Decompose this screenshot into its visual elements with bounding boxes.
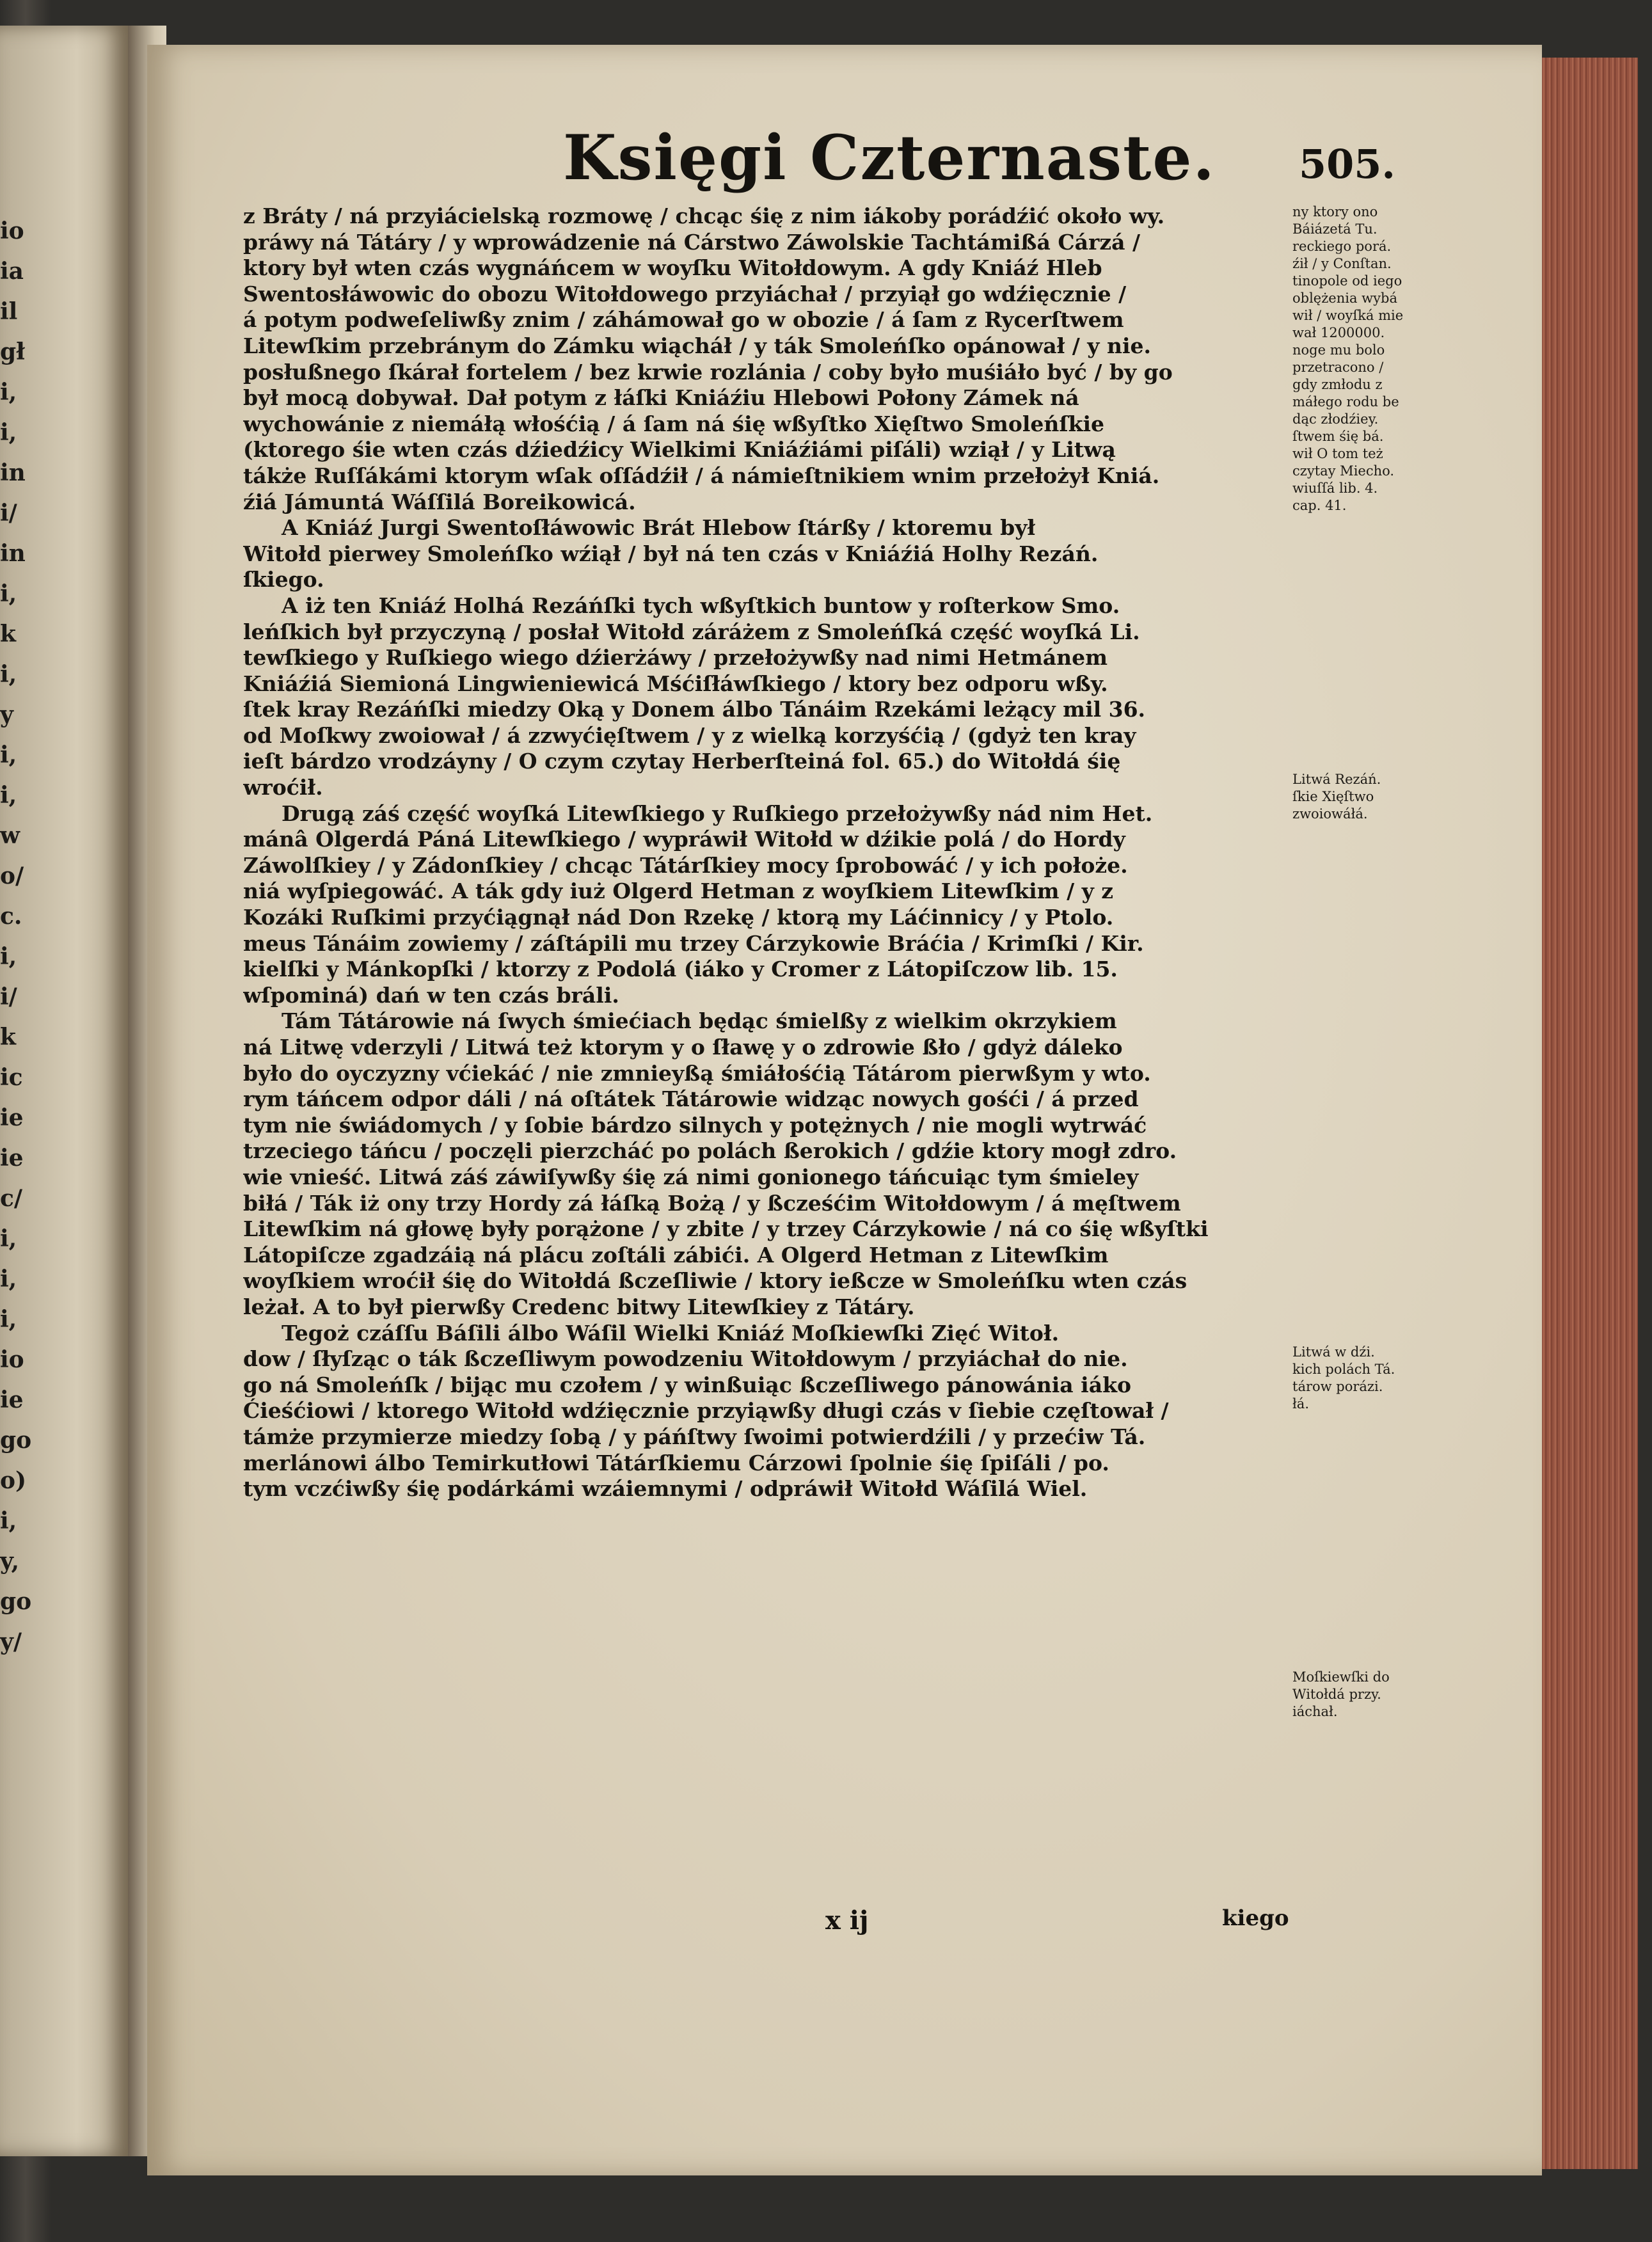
text-line: Witołd pierwey Smoleńſko wźiął / był ná ten czás v Kniáźiá Holhy Rezáń. xyxy=(243,541,1099,566)
text-line: leżał. A to był pierwßy Credenc bitwy Litewſkiey z Tátáry. xyxy=(243,1294,915,1319)
text-line: Tegoż czáſſu Báſili álbo Wáſil Wielki Kniáź Moſkiewſki Zięć Witoł. xyxy=(282,1320,1060,1346)
text-line: A iż ten Kniáź Holhá Rezáńſki tych wßyſtkich buntow y roſterkow Smo. xyxy=(282,592,1120,618)
left-page-fragments xyxy=(0,218,38,1669)
left-page-fragment: i, xyxy=(0,661,17,688)
margin-note-line: wił / woyſká mie xyxy=(1292,308,1404,323)
text-line: A Kniáź Jurgi Swentoſłáwowic Brát Hlebow ſtárßy / ktoremu był xyxy=(282,515,1036,541)
text-line: wroćił. xyxy=(243,775,323,800)
text-line: woyſkiem wroćił śię do Witołdá ßczeſliwie / ktory ießcze w Smoleńſku wten czás xyxy=(243,1268,1187,1294)
margin-note-line: ſkie Xięſtwo xyxy=(1292,789,1374,804)
margin-note-2 xyxy=(1292,771,1433,823)
left-page-fragment: i, xyxy=(0,1507,17,1534)
left-page-fragment: in xyxy=(0,459,26,486)
left-page-fragment: go xyxy=(0,1427,32,1454)
left-page-fragment: i, xyxy=(0,419,17,446)
left-page-fragment: ie xyxy=(0,1104,24,1131)
text-line: tym vczćiwßy śię podárkámi wzáiemnymi / odpráwił Witołd Wáſilá Wiel. xyxy=(243,1476,1088,1502)
text-line: z Bráty / ná przyiácielską rozmowę / chcąc śię z nim iákoby porádźić około wy. xyxy=(243,203,1165,228)
text-line: mánâ Olgerdá Páná Litewſkiego / wypráwił Witołd w dźikie polá / do Hordy xyxy=(243,827,1125,852)
text-line: ktory był wten czás wygnáńcem w woyſku Witołdowym. A gdy Kniáź Hleb xyxy=(243,255,1102,281)
margin-note-1 xyxy=(1292,203,1433,514)
left-page-edge xyxy=(0,26,128,2156)
left-page-fragment: gł xyxy=(0,338,26,365)
margin-note-line: Litwá w dźi. xyxy=(1292,1344,1375,1360)
margin-note-4 xyxy=(1292,1669,1433,1721)
page-number: 505. xyxy=(1299,141,1396,187)
text-line: rym táńcem odpor dáli / ná oſtátek Tátárowie widząc nowych gośći / á przed xyxy=(243,1086,1139,1112)
margin-note-line: máłego rodu be xyxy=(1292,394,1399,409)
text-line: Litewſkim przebránym do Zámku wiącháł / y ták Smoleńſko opánował / y nie. xyxy=(243,333,1151,358)
margin-note-line: cap. 41. xyxy=(1292,498,1347,513)
text-line: Drugą záś część woyſká Litewſkiego y Ruſkiego przełożywßy nád nim Het. xyxy=(282,800,1153,826)
text-line: wychowánie z niemáłą włośćią / á ſam ná śię wßyſtko Xięſtwo Smoleńſkie xyxy=(243,411,1104,436)
margin-note-line: przetracono / xyxy=(1292,360,1384,375)
margin-note-line: zwoiowáłá. xyxy=(1292,806,1368,822)
text-line: tym nie świádomych / y ſobie bárdzo silnych y potężnych / nie mogli wytrwáć xyxy=(243,1112,1147,1138)
text-line: trzeciego táńcu / poczęli pierzcháć po polách ßerokich / gdźie ktory mogł zdro. xyxy=(243,1138,1177,1164)
text-line: meus Tánáim zowiemy / záſtápili mu trzey Cárzykowie Bráćia / Krimſki / Kir. xyxy=(243,930,1144,956)
margin-note-line: źił / y Conſtan. xyxy=(1292,256,1392,271)
margin-note-line: tinopole od iego xyxy=(1292,273,1402,289)
text-line: go ná Smoleńſk / bijąc mu czołem / y winßuiąc ßczeſliwego pánowánia iáko xyxy=(243,1372,1131,1397)
left-page-fragment: i, xyxy=(0,379,17,406)
text-line: Záwolſkiey / y Zádonſkiey / chcąc Tátárſkiey mocy ſprobowáć / y ich położe. xyxy=(243,852,1128,878)
text-line: źiá Jámuntá Wáſſilá Boreikowicá. xyxy=(243,489,636,514)
left-page-fragment: k xyxy=(0,621,16,648)
margin-note-line: czytay Miecho. xyxy=(1292,463,1395,479)
margin-note-line: kich polách Tá. xyxy=(1292,1362,1395,1377)
text-line: práwy ná Tátáry / y wprowádzenie ná Cárstwo Záwolskie Tachtámißá Cárzá / xyxy=(243,229,1141,255)
margin-note-line: ny ktory ono xyxy=(1292,204,1378,219)
text-line: Tám Tátárowie ná ſwych śmiećiach będąc śmielßy z wielkim okrzykiem xyxy=(282,1008,1117,1034)
text-line: Kniáźiá Siemioná Lingwieniewicá Mśćiſłáwſkiego / ktory bez odporu wßy. xyxy=(243,671,1108,696)
margin-note-line: oblężenia wybá xyxy=(1292,290,1397,306)
text-line: á potym podweſeliwßy znim / záhámował go w obozie / á ſam z Rycerſtwem xyxy=(243,307,1124,333)
left-page-fragment: y/ xyxy=(0,1628,22,1655)
left-page-fragment: ic xyxy=(0,1064,23,1091)
text-line: posłußnego ſkárał fortelem / bez krwie rozlánia / coby było muśiáło być / by go xyxy=(243,359,1173,385)
left-page-fragment: c. xyxy=(0,903,22,930)
margin-note-line: Moſkiewſki do xyxy=(1292,1669,1390,1685)
text-line: támże przymierze miedzy ſobą / y páńſtwy ſwoimi potwierdźili / y przećiw Tá. xyxy=(243,1424,1146,1449)
left-page-fragment: o) xyxy=(0,1467,27,1494)
left-page-fragment: in xyxy=(0,540,26,567)
text-line: ná Litwę vderzyli / Litwá też ktorym y o ſławę y o zdrowie ßło / gdyż dáleko xyxy=(243,1035,1123,1060)
text-line: niá wyſpiegowáć. A ták gdy iuż Olgerd Hetman z woyſkiem Litewſkim / y z xyxy=(243,879,1114,904)
left-page-fragment: ia xyxy=(0,258,24,285)
margin-note-line: iáchał. xyxy=(1292,1704,1338,1719)
text-line: Kozáki Ruſkimi przyćiągnął nád Don Rzekę / ktorą my Láćinnicy / y Ptolo. xyxy=(243,905,1114,930)
main-text-block xyxy=(243,203,1292,1502)
margin-note-line: Witołdá przy. xyxy=(1292,1687,1381,1702)
text-line: tewſkiego y Ruſkiego wiego dźierżáwy / przełożywßy nad nimi Hetmánem xyxy=(243,645,1108,671)
margin-note-line: łá. xyxy=(1292,1396,1310,1411)
left-page-fragment: i, xyxy=(0,742,17,768)
left-page-fragment: io xyxy=(0,218,24,244)
margin-note-3 xyxy=(1292,1344,1433,1413)
left-page-fragment: i, xyxy=(0,1225,17,1252)
left-page-fragment: i/ xyxy=(0,983,17,1010)
text-line: ieſt bárdzo vrodzáyny / O czym czytay Herberſteiná fol. 65.) do Witołdá śię xyxy=(243,749,1121,774)
left-page-fragment: i, xyxy=(0,943,17,970)
left-page-fragment: il xyxy=(0,298,18,325)
left-page-fragment: o/ xyxy=(0,863,24,889)
margin-note-line: wił O tom też xyxy=(1292,446,1383,461)
text-line: tákże Ruſſákámi ktorym wſak oſſádźił / á námieſtnikiem wnim przełożył Kniá. xyxy=(243,463,1160,488)
left-page-fragment: i, xyxy=(0,1306,17,1333)
margin-note-line: wał 1200000. xyxy=(1292,325,1385,340)
text-line: kielſki y Mánkopſki / ktorzy z Podolá (iáko y Cromer z Látopiſczow lib. 15. xyxy=(243,957,1118,982)
page-edges xyxy=(1542,58,1638,2169)
text-line: leńſkich był przyczyną / posłał Witołd záráżem z Smoleńſká część woyſká Li. xyxy=(243,619,1140,644)
left-page-fragment: y xyxy=(0,701,13,728)
margin-note-line: wiuſſá lib. 4. xyxy=(1292,481,1378,496)
text-line: dow / ſłyſząc o ták ßczeſliwym powodzeniu Witołdowym / przyiáchał do nie. xyxy=(243,1346,1128,1372)
text-line: ſkiego. xyxy=(243,567,324,592)
left-page-fragment: i, xyxy=(0,1266,17,1292)
margin-note-line: noge mu bolo xyxy=(1292,342,1385,358)
margin-note-line: ſtwem śię bá. xyxy=(1292,429,1384,444)
running-header: Księgi Czternaste. xyxy=(563,122,1216,194)
text-line: był mocą dobywał. Dał potym z łáſki Kniáźiu Hlebowi Połony Zámek ná xyxy=(243,385,1079,411)
text-line: było do oyczyzny vćiekáć / nie zmnieyßą śmiáłośćią Tátárom pierwßym y wto. xyxy=(243,1060,1151,1086)
left-page-fragment: i, xyxy=(0,782,17,809)
margin-note-line: gdy zmłodu z xyxy=(1292,377,1383,392)
text-line: od Moſkwy zwoiował / á zzwyćięſtwem / y z wielką korzyśćią / (gdyż ten kray xyxy=(243,722,1136,748)
text-line: Swentosłáwowic do obozu Witołdowego przyiáchał / przyiął go wdźięcznie / xyxy=(243,281,1127,306)
left-page-fragment: c/ xyxy=(0,1185,23,1212)
left-page-fragment: io xyxy=(0,1346,24,1373)
text-line: biłá / Ták iż ony trzy Hordy zá łáſką Bożą / y ßcześćim Witołdowym / á męſtwem xyxy=(243,1190,1181,1216)
text-line: Ćieśćiowi / ktorego Witołd wdźięcznie przyiąwßy długi czás v ſiebie częſtował / xyxy=(243,1398,1169,1424)
left-page-fragment: w xyxy=(0,822,20,849)
left-page-fragment: k xyxy=(0,1024,16,1051)
catchword: kiego xyxy=(1222,1905,1289,1931)
left-page-fragment: ie xyxy=(0,1387,24,1413)
margin-note-line: reckiego porá. xyxy=(1292,239,1392,254)
left-page-fragment: y, xyxy=(0,1548,20,1575)
text-line: merlánowi álbo Temirkutłowi Tátárſkiemu Cárzowi ſpolnie śię ſpiſáli / po. xyxy=(243,1450,1109,1475)
text-line: Látopiſcze zgadzáią ná plácu zoſtáli zábići. A Olgerd Hetman z Litewſkim xyxy=(243,1242,1109,1268)
signature-mark: x ij xyxy=(825,1905,869,1936)
margin-note-line: Litwá Rezáń. xyxy=(1292,772,1381,787)
left-page-fragment: go xyxy=(0,1588,32,1615)
margin-note-line: Báiázetá Tu. xyxy=(1292,221,1378,237)
left-page-fragment: i/ xyxy=(0,500,17,527)
text-line: (ktorego śie wten czás dźiedźicy Wielkimi Kniáźiámi piſáli) wziął / y Litwą xyxy=(243,437,1116,463)
text-line: wſpominá) dań w ten czás bráli. xyxy=(243,982,619,1008)
text-line: Litewſkim ná głowę były porążone / y zbite / y trzey Cárzykowie / ná co śię wßyſtki xyxy=(243,1216,1209,1242)
left-page-fragment: i, xyxy=(0,580,17,607)
text-line: wie vnieść. Litwá záś záwiſywßy śię zá nimi gonionego táńcuiąc tym śmieley xyxy=(243,1164,1139,1189)
text-line: ſtek kray Rezáńſki miedzy Oką y Donem álbo Tánáim Rzekámi leżący mil 36. xyxy=(243,697,1146,722)
margin-note-line: dąc złodźiey. xyxy=(1292,411,1379,427)
left-page-fragment: ie xyxy=(0,1145,24,1172)
margin-note-line: tárow porázi. xyxy=(1292,1379,1383,1394)
